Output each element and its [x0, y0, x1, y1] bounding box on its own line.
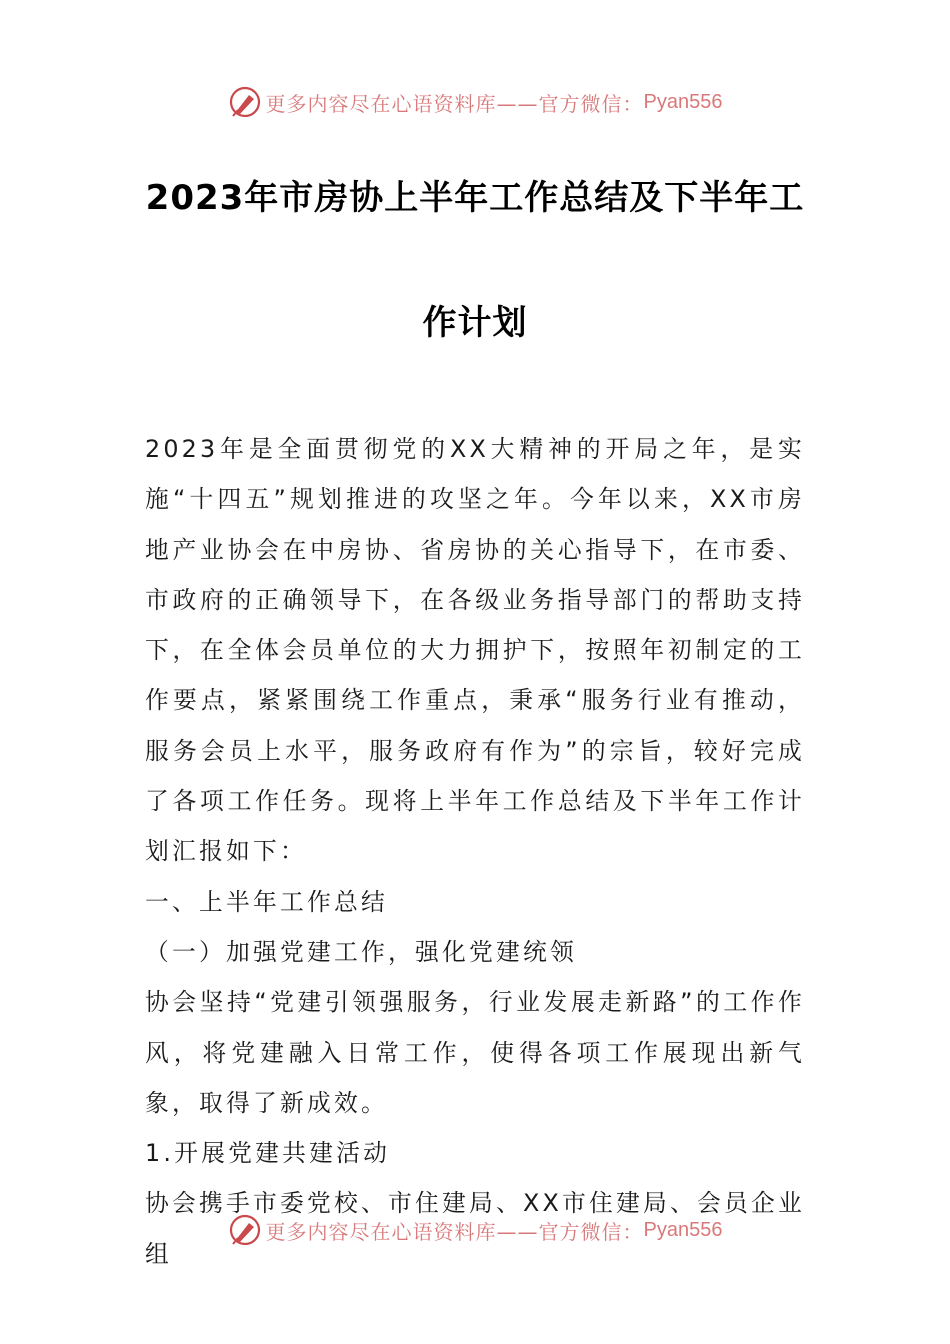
pen-nib-logo-icon: [228, 1213, 262, 1247]
header-banner: [0, 80, 950, 124]
item-heading-1: 1.开展党建共建活动: [145, 1139, 391, 1168]
section-heading-1: 一、上半年工作总结: [145, 887, 388, 916]
footer-banner: [0, 1208, 950, 1252]
wechat-id: Pyan556: [643, 90, 723, 113]
document-title-line-2: 作计划: [422, 303, 528, 343]
document-body: [145, 424, 805, 1279]
paragraph: 协会携手市委党校、市住建局、XX市住建局、会员企业组: [145, 1189, 805, 1268]
paragraph: 协会坚持“党建引领强服务，行业发展走新路”的工作作风，将党建融入日常工作，使得各项工作展现出新气象，取得了新成效。: [145, 988, 805, 1117]
wechat-id: Pyan556: [643, 1218, 723, 1241]
pen-nib-logo-icon: [228, 85, 262, 119]
banner-text: 更多内容尽在心语资料库——官方微信：: [265, 1219, 644, 1244]
banner-text: 更多内容尽在心语资料库——官方微信：: [265, 91, 644, 116]
document-title-line-1: 2023年市房协上半年工作总结及下半年工: [145, 178, 805, 218]
subsection-heading-1: （一）加强党建工作，强化党建统领: [145, 937, 577, 966]
intro-paragraph: 2023年是全面贯彻党的XX大精神的开局之年，是实施“十四五”规划推进的攻坚之年。今年以来，XX市房地产业协会在中房协、省房协的关心指导下，在市委、市政府的正确领导下，在各级业务指导部门的帮助支持下，在全体会员单位的大力拥护下，按照年初制定的工作要点，紧紧围绕工作重点，秉承“服务行业有推动，服务会员上水平，服务政府有作为”的宗旨，较好完成了各项工作任务。现将上半年工作总结及下半年工作计划汇报如下：: [145, 435, 805, 866]
